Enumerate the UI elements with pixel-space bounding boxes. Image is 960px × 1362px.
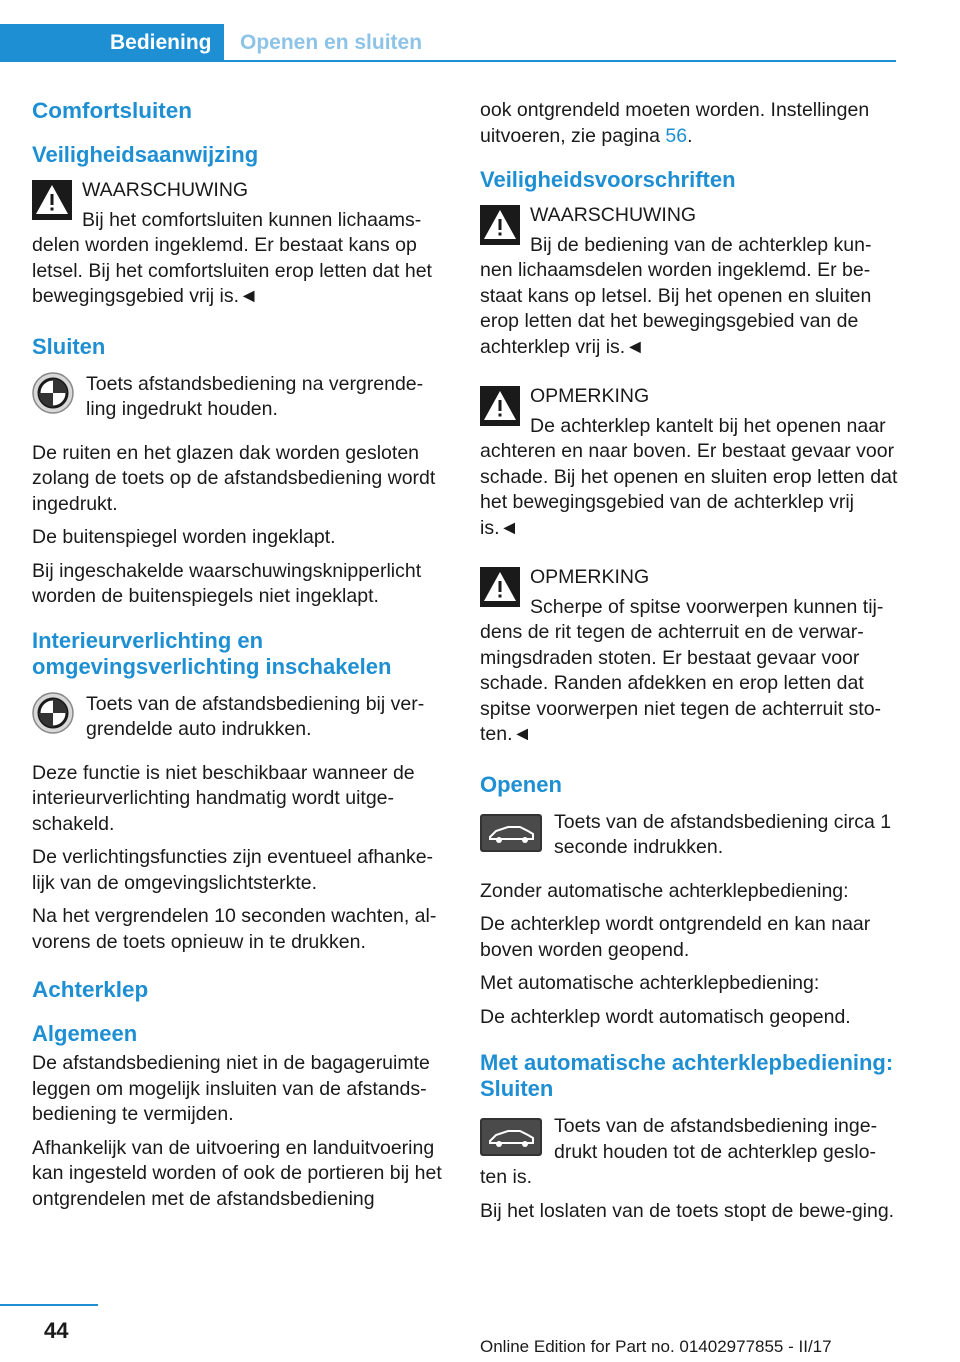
heading-comfortsluiten: Comfortsluiten (32, 98, 192, 123)
remote-instruction (32, 372, 450, 423)
page-number-rule (0, 1304, 98, 1306)
page-link[interactable]: 56 (665, 124, 688, 147)
header-rule (224, 60, 896, 62)
paragraph: De achterklep wordt automatisch geopend. (480, 1005, 851, 1028)
note-label: OPMERKING (530, 385, 650, 407)
heading-openen: Openen (480, 771, 562, 797)
paragraph: Deze functie is niet beschikbaar wanneer de interieurverlichting handmatig wordt uitge-schakeld. (32, 761, 415, 835)
paragraph: Zonder automatische achterklepbediening: (480, 879, 849, 902)
paragraph-end: . (687, 124, 693, 147)
paragraph: Na het vergrendelen 10 seconden wachten, al-vorens de toets opnieuw in te drukken. (32, 905, 437, 953)
note-label: OPMERKING (530, 566, 650, 588)
warning-text: Bij de bediening van de achterklep kun-nen lichaamsdelen worden ingeklemd. Er be-staat kans op letsel. Bij het openen en sluiten erop letten dat het bewegingsgebied van de achterklep vrij is.◄ (480, 233, 872, 358)
note-block (480, 384, 898, 541)
paragraph: De achterklep wordt ontgrendeld en kan naar boven worden geopend. (480, 913, 871, 961)
note-block (480, 565, 898, 748)
heading-veiligheidsaanwijzing: Veiligheidsaanwijzing (32, 142, 259, 167)
paragraph: Bij het loslaten van de toets stopt de bewe-ging. (480, 1199, 895, 1222)
paragraph: Bij ingeschakelde waarschuwingsknipperlicht worden de buitenspiegels niet ingeklapt. (32, 559, 422, 607)
warning-label: WAARSCHUWING (530, 204, 697, 226)
remote-key-icon (32, 692, 74, 734)
page-number: 44 (44, 1318, 69, 1343)
tab-bediening[interactable]: Bediening (0, 24, 224, 62)
paragraph: De verlichtingsfuncties zijn eventueel afhanke-lijk van de omgevingslichtsterkte. (32, 846, 434, 894)
remote-instruction (32, 692, 450, 743)
heading-algemeen: Algemeen (32, 1021, 138, 1046)
tab-openen-en-sluiten[interactable]: Openen en sluiten (240, 31, 423, 54)
warning-block (480, 203, 898, 360)
tailgate-button-icon (480, 814, 542, 852)
heading-sluiten: Sluiten (32, 333, 106, 359)
remote-instruction-text: Toets van de afstandsbediening circa 1 seconde indrukken. (554, 810, 892, 858)
warning-block (32, 178, 450, 310)
warning-triangle-icon (480, 205, 520, 245)
paragraph: Met automatische achterklepbediening: (480, 972, 820, 994)
note-text: Scherpe of spitse voorwerpen kunnen tij-dens de rit tegen de achterruit en de verwar-mingsdraden stoten. Er bestaat gevaar voor schade. Randen afdekken en erop letten dat spitse voorwerpen niet tegen de achterruit sto-ten.◄ (480, 595, 884, 745)
tailgate-button-icon (480, 1118, 542, 1156)
paragraph: De buitenspiegel worden ingeklapt. (32, 526, 336, 548)
paragraph-continued (480, 98, 898, 149)
remote-instruction (480, 810, 898, 861)
warning-label: WAARSCHUWING (82, 179, 249, 201)
warning-triangle-icon (480, 386, 520, 426)
heading-interieurverlichting: Interieurverlichting en omgevingsverlichting inschakelen (32, 627, 392, 679)
heading-achterklep: Achterklep (32, 977, 149, 1002)
warning-triangle-icon (480, 567, 520, 607)
heading-veiligheidsvoorschriften: Veiligheidsvoorschriften (480, 167, 736, 192)
paragraph: De ruiten en het glazen dak worden gesloten zolang de toets op de afstandsbediening wordt ingedrukt. (32, 441, 436, 515)
chapter-tabs (0, 0, 960, 62)
note-text: De achterklep kantelt bij het openen naar achteren en naar boven. Er bestaat gevaar voor schade. Bij het openen en sluiten erop letten dat het bewegingsgebied van de achterklep vrij is.◄ (480, 414, 898, 539)
remote-instruction-text: Toets afstandsbediening na vergrende-ling ingedrukt houden. (86, 372, 424, 420)
paragraph: De afstandsbediening niet in de bagageruimte leggen om mogelijk insluiten van de afstands-bediening te vermijden. (32, 1052, 430, 1125)
right-column (480, 98, 898, 1232)
remote-instruction-text: Toets van de afstandsbediening bij ver-grendelde auto indrukken. (86, 692, 425, 740)
warning-triangle-icon (32, 180, 72, 220)
remote-instruction-text: Toets van de afstandsbediening inge-drukt houden tot de achterklep geslo-ten is. (480, 1115, 878, 1188)
remote-key-icon (32, 372, 74, 414)
warning-text: Bij het comfortsluiten kunnen lichaams-delen worden ingeklemd. Er bestaat kans op letsel. Bij het comfortsluiten erop letten dat het bewegingsgebied vrij is.◄ (32, 208, 432, 307)
heading-met-automatische-sluiten: Met automatische achterklepbediening: Sluiten (480, 1050, 894, 1101)
left-column (32, 98, 450, 1220)
paragraph-text: ook ontgrendeld moeten worden. Instellingen uitvoeren, zie pagina (480, 99, 870, 147)
remote-instruction (480, 1114, 898, 1191)
edition-footer: Online Edition for Part no. 01402977855 - II/17 (480, 1337, 832, 1356)
paragraph: Afhankelijk van de uitvoering en landuitvoering kan ingesteld worden of ook de portieren bij het ontgrendelen met de afstandsbediening (32, 1136, 442, 1210)
